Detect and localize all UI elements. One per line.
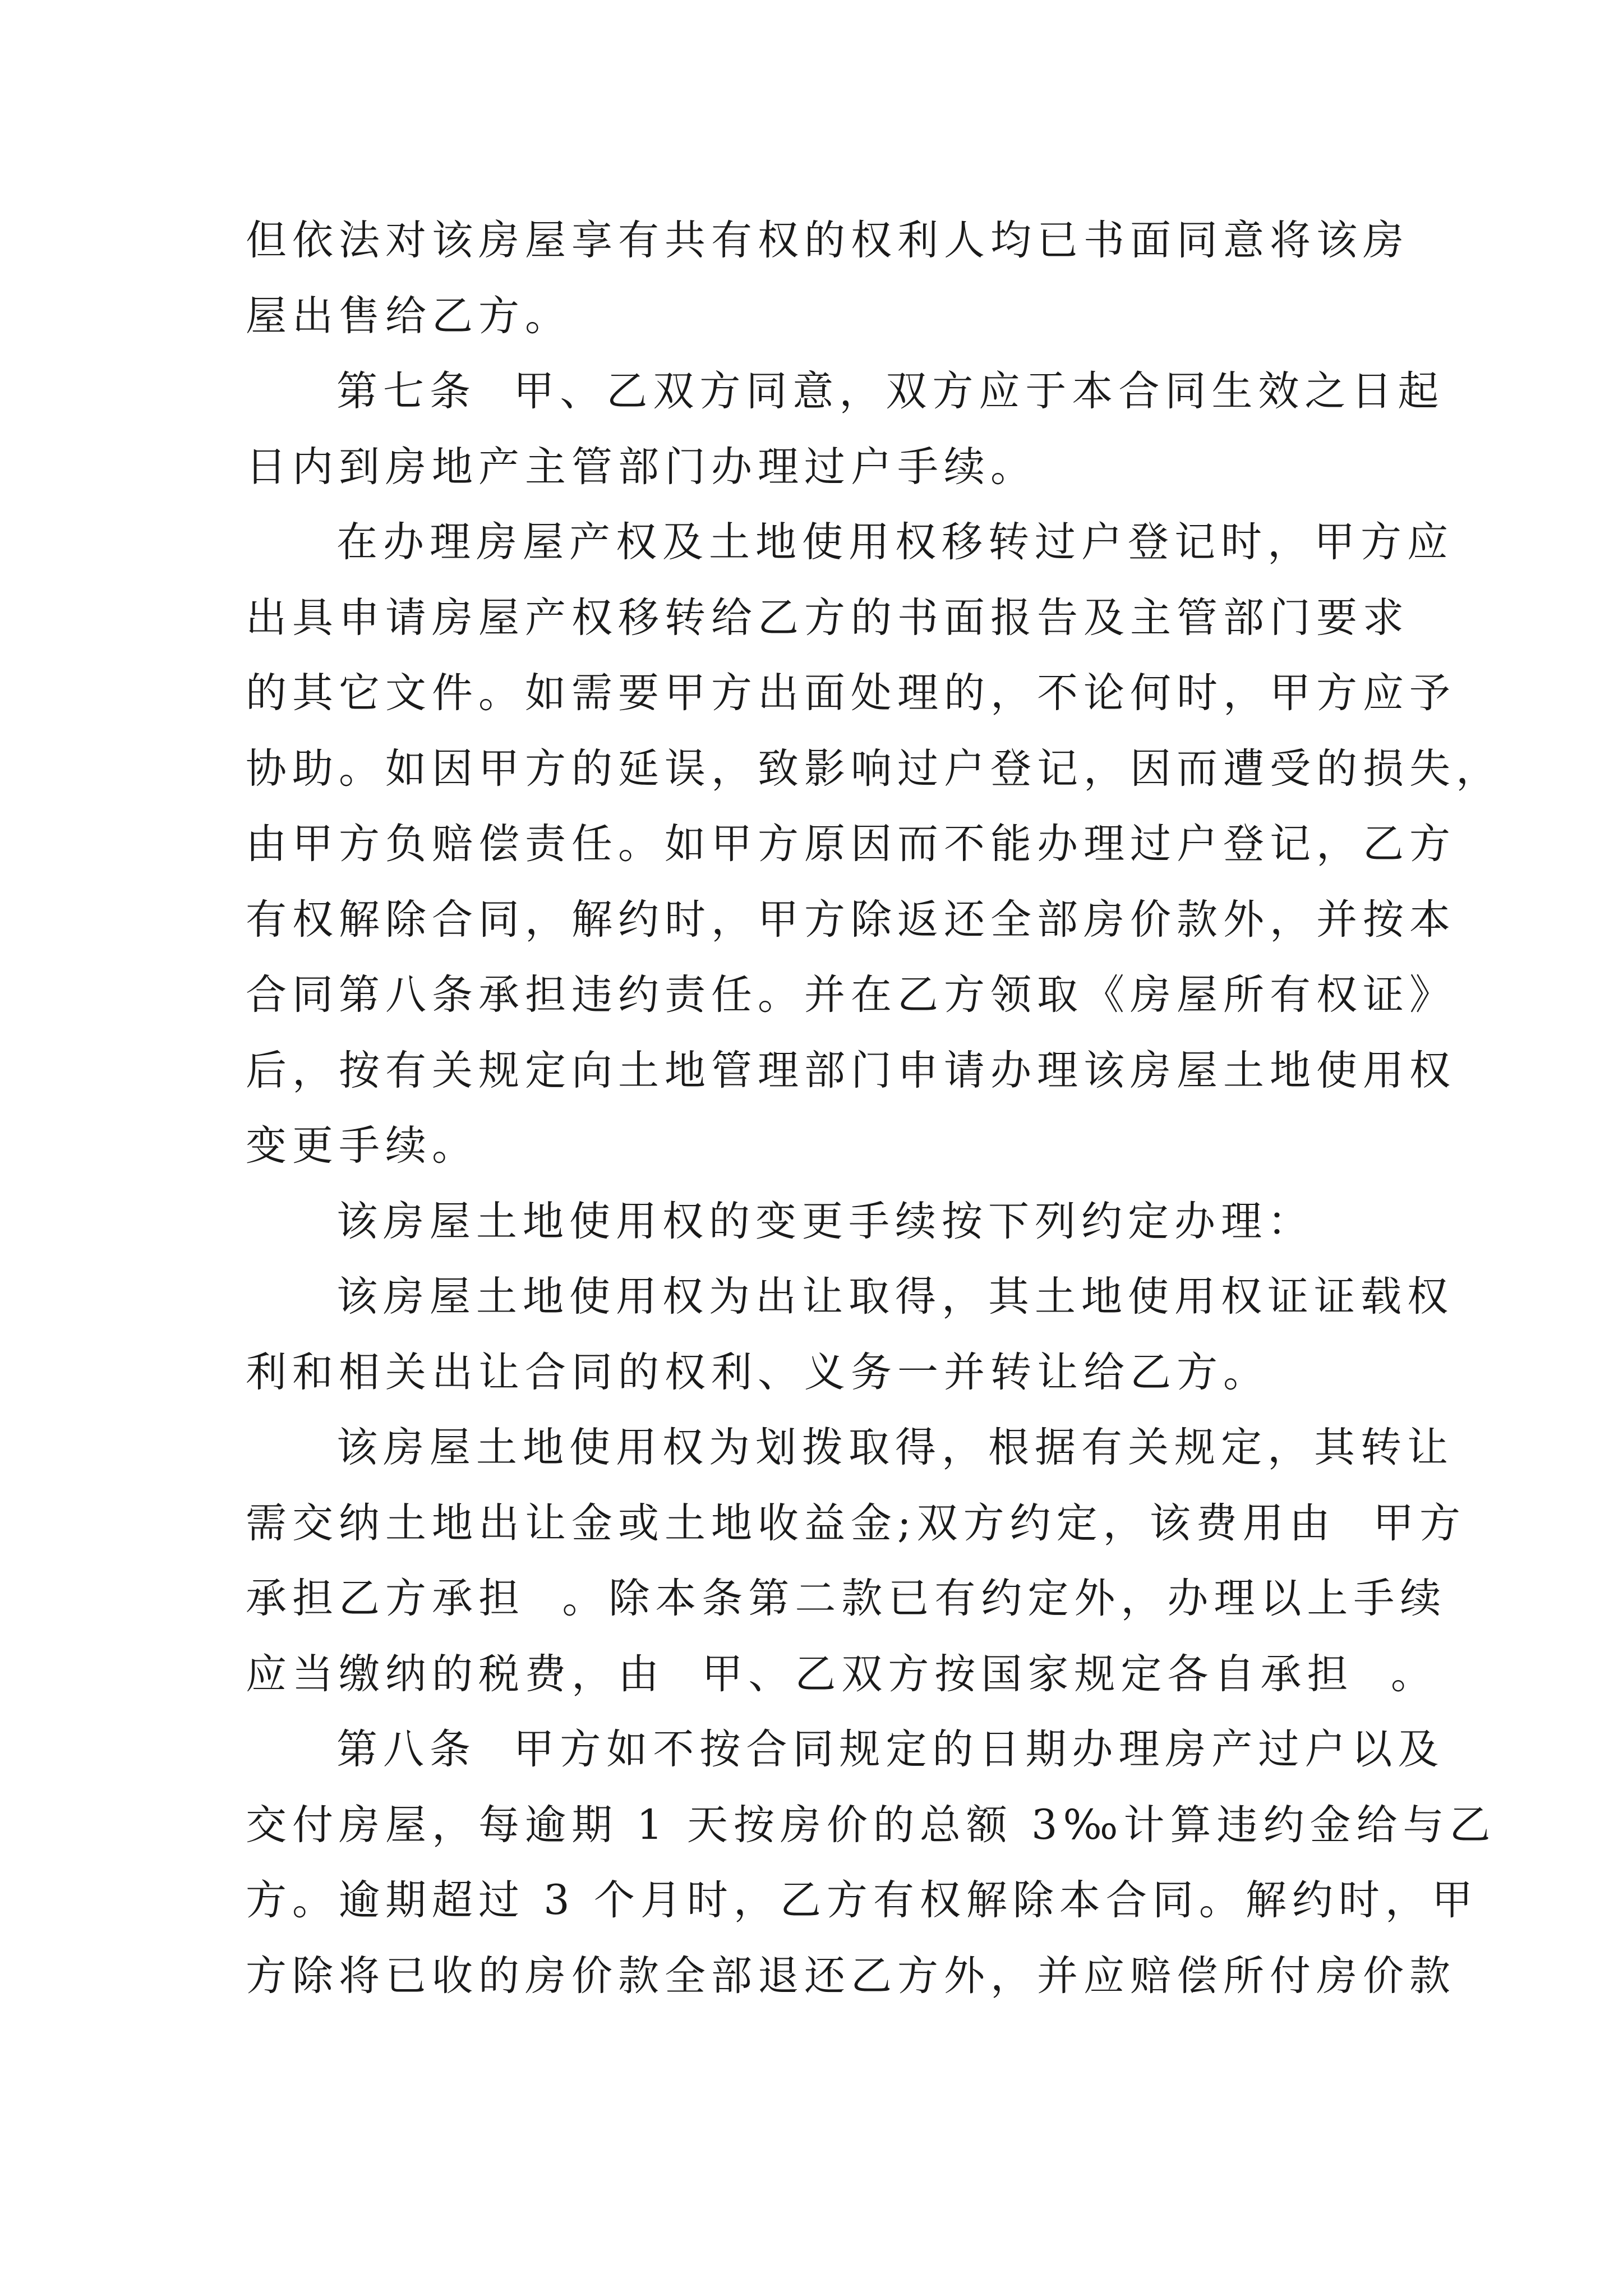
paragraph-start-line: 在办理房屋产权及土地使用权移转过户登记时，甲方应 — [336, 518, 1454, 566]
text-line: 承担乙方承担 。除本条第二款已有约定外，办理以上手续 — [246, 1575, 1447, 1622]
text-line: 变更手续。 — [246, 1122, 478, 1170]
text-line: 方除将已收的房价款全部退还乙方外，并应赔偿所付房价款 — [246, 1952, 1456, 2000]
paragraph-start-line: 该房屋土地使用权为出让取得，其土地使用权证证载权 — [336, 1273, 1454, 1320]
article-8-heading-line: 第八条 甲方如不按合同规定的日期办理房产过户以及 — [336, 1726, 1445, 1773]
text-line: 需交纳土地出让金或土地收益金;双方约定，该费用由 甲方 — [246, 1499, 1467, 1547]
text-line: 屋出售给乙方。 — [246, 292, 571, 340]
text-line: 由甲方负赔偿责任。如甲方原因而不能办理过户登记，乙方 — [246, 820, 1456, 868]
contract-body-text — [246, 203, 1502, 2014]
text-line: 的其它文件。如需要甲方出面处理的，不论何时，甲方应予 — [246, 669, 1456, 717]
text-line: 后，按有关规定向土地管理部门申请办理该房屋土地使用权 — [246, 1046, 1456, 1094]
text-line: 方。逾期超过 3 个月时，乙方有权解除本合同。解约时，甲 — [246, 1876, 1478, 1924]
text-line: 交付房屋，每逾期 1 天按房价的总额 3‰计算违约金给与乙 — [246, 1801, 1496, 1849]
article-7-heading-line: 第七条 甲、乙双方同意，双方应于本合同生效之日起 — [336, 367, 1445, 415]
text-line: 应当缴纳的税费，由 甲、乙双方按国家规定各自承担 。 — [246, 1650, 1437, 1698]
paragraph-start-line: 该房屋土地使用权为划拨取得，根据有关规定，其转让 — [336, 1424, 1454, 1471]
text-line: 有权解除合同，解约时，甲方除返还全部房价款外，并按本 — [246, 895, 1456, 944]
text-line: 利和相关出让合同的权利、义务一并转让给乙方。 — [246, 1348, 1270, 1396]
text-line: 日内到房地产主管部门办理过户手续。 — [246, 443, 1037, 491]
text-line: 但依法对该房屋享有共有权的权利人均已书面同意将该房 — [246, 217, 1409, 264]
paragraph-start-line: 该房屋土地使用权的变更手续按下列约定办理： — [336, 1197, 1314, 1245]
text-line: 合同第八条承担违约责任。并在乙方领取《房屋所有权证》 — [246, 971, 1456, 1019]
text-line: 协助。如因甲方的延误，致影响过户登记，因而遭受的损失， — [246, 744, 1502, 793]
text-line: 出具申请房屋产权移转给乙方的书面报告及主管部门要求 — [246, 593, 1409, 642]
